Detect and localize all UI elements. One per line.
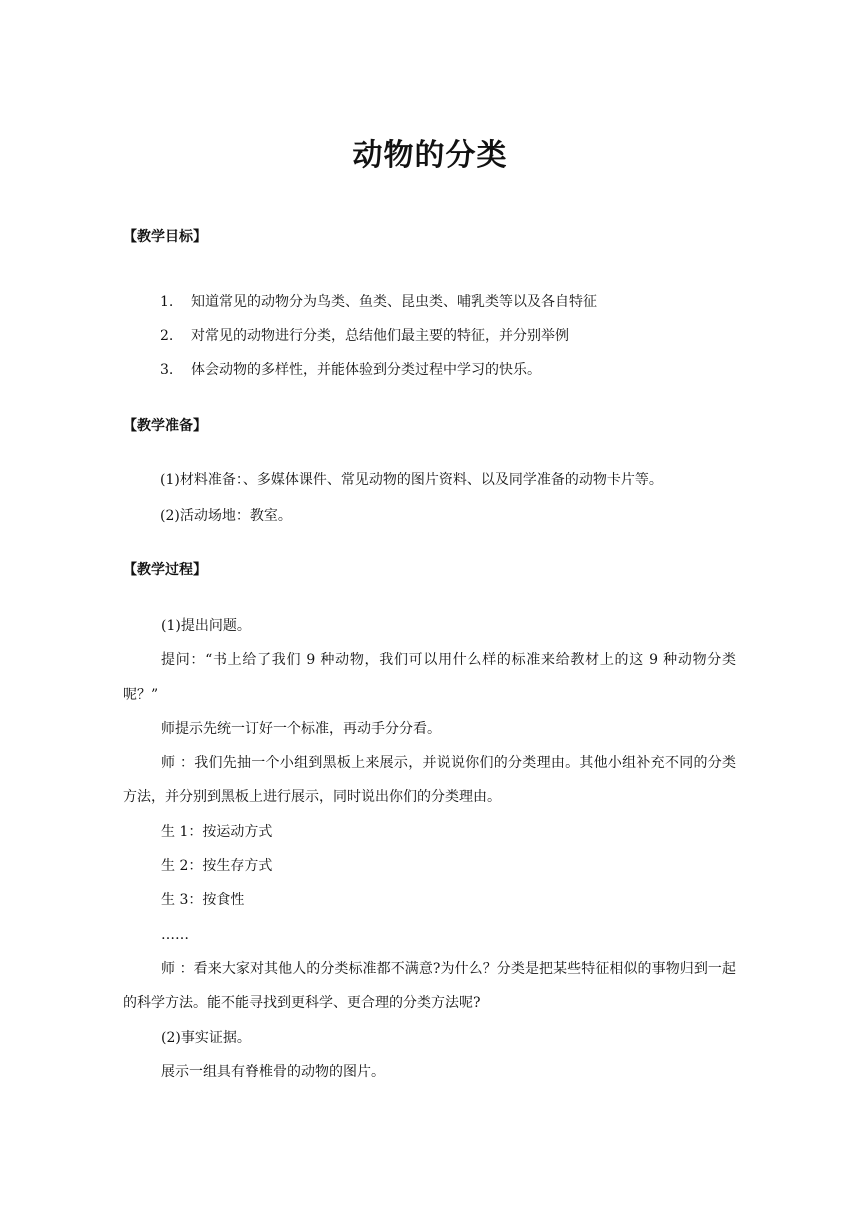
paragraph: 师提示先统一订好一个标准，再动手分分看。 (161, 720, 441, 737)
list-item (160, 326, 760, 360)
section-heading-process: 【教学过程】 (123, 562, 207, 578)
list-item-text: 体会动物的多样性，并能体验到分类过程中学习的快乐。 (191, 362, 541, 378)
list-item-number: 2. (160, 328, 174, 344)
paragraph: (1)提出问题。 (161, 618, 251, 634)
paragraph: 生 2：按生存方式 (161, 858, 273, 875)
process-body (123, 609, 736, 1089)
paragraph: 师 ：我们先抽一个小组到黑板上来展示，并说说你们的分类理由。其他小组补充不同的分类方法，并分别到黑板上进行展示，同时说出你们的分类理由。 (123, 755, 736, 806)
paragraph: 生 1：按运动方式 (161, 823, 273, 840)
document-title: 动物的分类 (352, 138, 508, 173)
paragraph: 生 3：按食性 (161, 892, 245, 909)
list-item (160, 292, 760, 326)
paragraph: 展示一组具有脊椎骨的动物的图片。 (161, 1063, 385, 1080)
paragraph: 提问：“书上给了我们 9 种动物，我们可以用什么样的标准来给教材上的这 9 种动物分类呢？” (123, 652, 736, 703)
paragraph: 师 ：看来大家对其他人的分类标准都不满意?为什么？分类是把某些特征相似的事物归到一起的科学方法。能不能寻找到更科学、更合理的分类方法呢? (123, 960, 736, 1012)
list-item-number: 3. (160, 362, 174, 378)
list-item-text: 对常见的动物进行分类，总结他们最主要的特征，并分别举例 (191, 328, 569, 344)
section-heading-goals: 【教学目标】 (123, 229, 207, 245)
prep-list (160, 470, 750, 542)
paragraph: …… (161, 926, 189, 943)
prep-item-venue: (2)活动场地：教室。 (160, 508, 292, 524)
list-item (160, 360, 760, 394)
list-item-text: 知道常见的动物分为鸟类、鱼类、昆虫类、哺乳类等以及各自特征 (191, 294, 597, 310)
list-item-number: 1. (160, 294, 174, 310)
section-heading-prep: 【教学准备】 (123, 418, 207, 434)
paragraph: (2)事实证据。 (161, 1029, 251, 1046)
goals-list (160, 292, 760, 394)
prep-item-materials: (1)材料准备：、多媒体课件、常见动物的图片资料、以及同学准备的动物卡片等。 (160, 472, 663, 488)
